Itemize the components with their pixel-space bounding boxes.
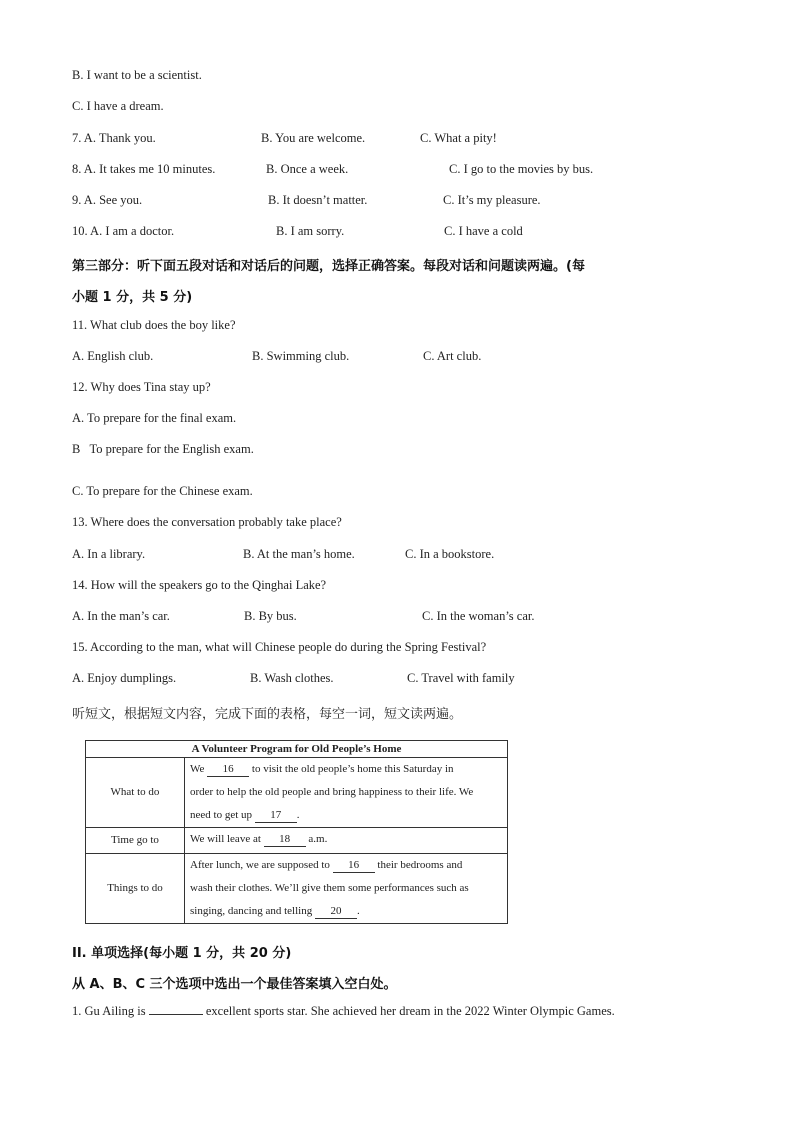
q7-option-c: C. What a pity! [420,131,497,145]
q13-option-a: A. In a library. [72,547,146,561]
q8-option-c: C. I go to the movies by bus. [449,162,594,176]
q12-option-c: C. To prepare for the Chinese exam. [72,484,253,498]
q8-option-a: 8. A. It takes me 10 minutes. [72,162,216,176]
q15-option-b: B. Wash clothes. [250,671,334,685]
q7-option-b: B. You are welcome. [261,131,366,145]
volunteer-program-table [85,740,508,924]
q12-question: 12. Why does Tina stay up? [72,380,211,394]
blank-16: 16 [207,762,249,777]
q14-option-a: A. In the man’s car. [72,609,170,623]
q13-question: 13. Where does the conversation probably take place? [72,515,342,529]
blank-17: 17 [255,808,297,823]
q10-option-a: 10. A. I am a doctor. [72,224,175,238]
q1-blank [149,1014,203,1015]
q11-option-c: C. Art club. [423,349,482,363]
row3-text: singing, dancing and telling [190,905,313,917]
section2-instruction: 从 A、B、C 三个选项中选出一个最佳答案填入空白处。 [72,977,397,992]
q9-option-a: 9. A. See you. [72,193,143,207]
table-title: A Volunteer Program for Old People’s Home [86,741,508,758]
table-row [86,854,508,924]
q11-option-a: A. English club. [72,349,154,363]
q15-option-c: C. Travel with family [407,671,515,685]
part3-heading: 第三部分：听下面五段对话和对话后的问题，选择正确答案。每段对话和问题读两遍。(每 [72,259,585,274]
row-label-what-to-do: What to do [86,758,185,828]
q8-option-b: B. Once a week. [266,162,349,176]
q1-text: 1. Gu Ailing is [72,1004,146,1018]
q13-option-b: B. At the man’s home. [243,547,355,561]
q15-option-a: A. Enjoy dumplings. [72,671,177,685]
q14-option-b: B. By bus. [244,609,297,623]
q14-question: 14. How will the speakers go to the Qinghai Lake? [72,578,327,592]
row-content-what-to-do [185,758,508,828]
row-content-time [185,828,508,854]
row3-text: wash their clothes. We’ll give them some performances such as [190,882,469,894]
table-header-row [86,741,508,758]
row1-text: . [296,809,300,821]
part3-heading-cont: 小题 1 分，共 5 分) [72,290,193,305]
q12-option-b: B To prepare for the English exam. [72,442,254,456]
row-label-time: Time go to [86,828,185,854]
q15-question: 15. According to the man, what will Chinese people do during the Spring Festival? [72,640,487,654]
q7-option-a: 7. A. Thank you. [72,131,156,145]
q6-option-b: B. I want to be a scientist. [72,68,202,82]
q13-option-c: C. In a bookstore. [405,547,495,561]
row-label-things-to-do: Things to do [86,854,185,924]
blank-20: 20 [315,904,357,919]
passage-instruction: 听短文，根据短文内容，完成下面的表格，每空一词，短文读两遍。 [72,707,463,722]
q9-option-b: B. It doesn’t matter. [268,193,368,207]
row3-text: . [356,905,360,917]
q11-option-b: B. Swimming club. [252,349,350,363]
row3-text: their bedrooms and [377,859,463,871]
q10-option-c: C. I have a cold [444,224,523,238]
q14-option-c: C. In the woman’s car. [422,609,535,623]
q1-question [72,1004,615,1019]
table-row [86,828,508,854]
q11-question: 11. What club does the boy like? [72,318,236,332]
row2-text: We will leave at [190,833,261,845]
section2-heading: II. 单项选择(每小题 1 分，共 20 分) [72,946,292,961]
q9-option-c: C. It’s my pleasure. [443,193,541,207]
row1-text: order to help the old people and bring happiness to their life. We [190,786,474,798]
row2-text: a.m. [308,833,328,845]
blank-16: 16 [333,858,375,873]
q6-option-c: C. I have a dream. [72,99,164,113]
q12-option-a: A. To prepare for the final exam. [72,411,237,425]
row1-text: to visit the old people’s home this Saturday in [251,763,454,775]
q1-text: excellent sports star. She achieved her dream in the 2022 Winter Olympic Games. [205,1004,615,1018]
row-content-things-to-do [185,854,508,924]
row1-text: We [190,763,205,775]
row3-text: After lunch, we are supposed to [190,859,330,871]
row1-text: need to get up [190,809,253,821]
blank-18: 18 [264,832,306,847]
table-row [86,758,508,828]
q10-option-b: B. I am sorry. [276,224,345,238]
